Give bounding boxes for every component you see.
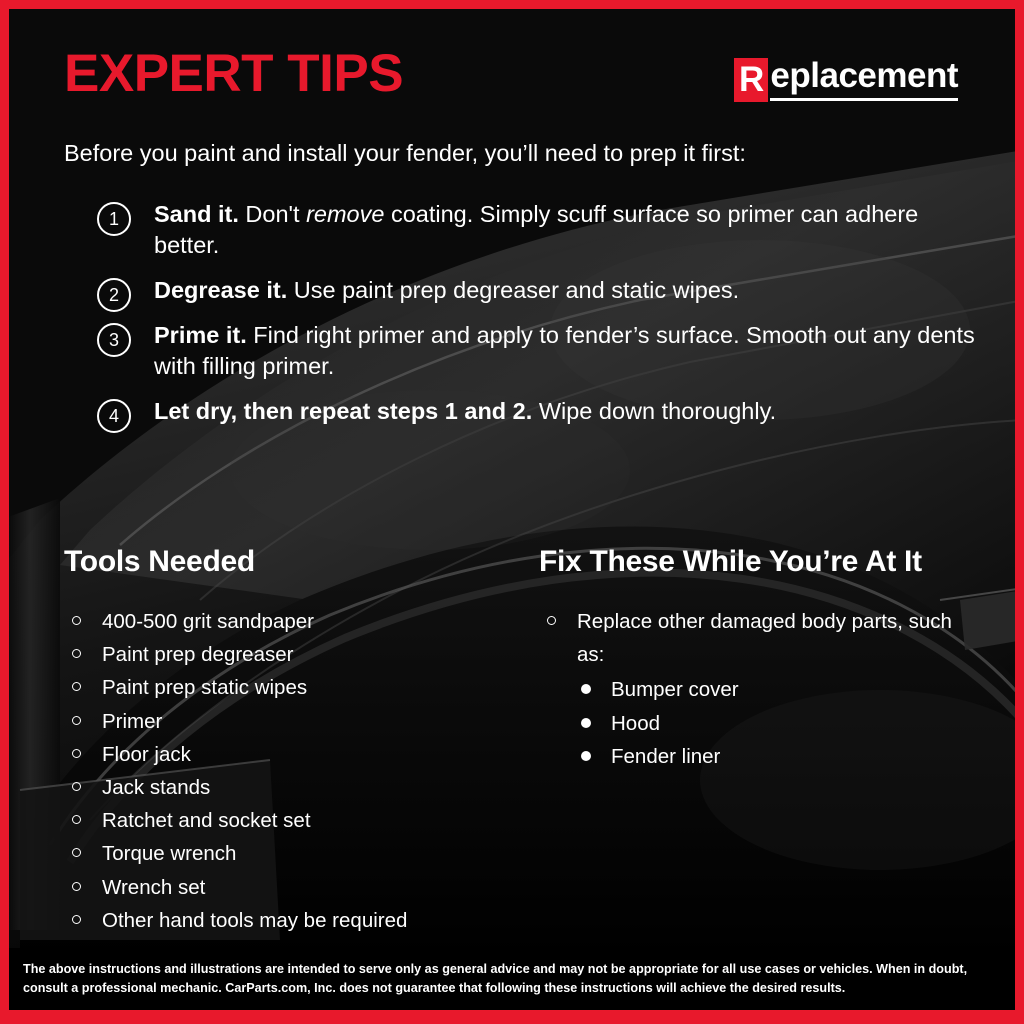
step-number: 1 xyxy=(97,202,131,236)
bullet-icon xyxy=(72,782,81,791)
step-text xyxy=(154,199,977,261)
list-item-label: Wrench set xyxy=(102,875,206,899)
tools-list xyxy=(64,605,539,937)
step-title: Let dry, then repeat steps 1 and 2. xyxy=(154,398,533,425)
list-item-label: Ratchet and socket set xyxy=(102,809,311,833)
frame-right-border xyxy=(1015,0,1024,1024)
list-item-label: Floor jack xyxy=(102,742,191,766)
tools-heading: Tools Needed xyxy=(64,545,255,578)
bullet-icon xyxy=(581,684,591,694)
list-item xyxy=(64,837,539,870)
list-item-label: Paint prep static wipes xyxy=(102,676,308,700)
logo-initial: R xyxy=(734,58,768,102)
list-item xyxy=(64,705,539,738)
list-item xyxy=(573,707,984,740)
step-text xyxy=(154,275,977,306)
step-title: Degrease it. xyxy=(154,277,288,304)
step-item xyxy=(97,275,977,306)
bullet-icon xyxy=(581,718,591,728)
bullet-icon xyxy=(72,649,81,658)
list-item-label: Paint prep degreaser xyxy=(102,643,294,667)
list-item xyxy=(64,904,539,937)
list-item-label: Jack stands xyxy=(102,776,211,800)
list-item xyxy=(573,673,984,706)
step-emphasis: remove xyxy=(306,201,385,227)
list-item-label: Hood xyxy=(611,711,661,735)
step-number: 3 xyxy=(97,323,131,357)
list-item xyxy=(64,605,539,638)
list-item-label: 400-500 grit sandpaper xyxy=(102,610,314,633)
disclaimer-text: The above instructions and illustrations are intended to serve only as general advice and may not be appropriate for all use cases or vehicles. When in doubt, consult a professional mechanic. CarParts.com, Inc. does not guarantee that following these instructions will achieve the desired results. xyxy=(23,962,968,996)
list-item xyxy=(64,671,539,704)
step-body-a: Wipe down thoroughly. xyxy=(532,398,777,425)
bullet-icon xyxy=(72,915,81,924)
bullet-icon xyxy=(72,815,81,824)
list-item-label: Replace other damaged body parts, such as: xyxy=(577,610,952,667)
step-item xyxy=(97,320,977,382)
bullet-icon xyxy=(72,882,81,891)
list-item xyxy=(64,871,539,904)
step-number: 2 xyxy=(97,278,131,312)
step-body-a: Use paint prep degreaser and static wipes. xyxy=(287,277,740,304)
step-item xyxy=(97,396,977,427)
frame-left-border xyxy=(0,0,9,1024)
step-text xyxy=(154,396,977,427)
fix-list xyxy=(539,605,984,671)
step-body-b: coating. Simply scuff surface so primer can adhere better. xyxy=(154,201,919,259)
list-item-label: Fender liner xyxy=(611,744,721,768)
step-text xyxy=(154,320,977,382)
bullet-icon xyxy=(72,682,81,691)
frame-bottom-border xyxy=(0,1010,1024,1024)
list-item xyxy=(573,740,984,773)
list-item xyxy=(64,771,539,804)
step-title: Sand it. xyxy=(154,201,239,227)
bullet-icon xyxy=(72,616,81,625)
steps-list xyxy=(97,199,977,441)
logo-wordmark: eplacement xyxy=(770,56,958,101)
list-item-label: Torque wrench xyxy=(102,842,237,866)
disclaimer-bar xyxy=(9,948,1015,1010)
list-item-label: Primer xyxy=(102,709,163,733)
bullet-icon xyxy=(547,616,556,625)
fix-column xyxy=(539,545,984,937)
intro-text: Before you paint and install your fender, you’ll need to prep it first: xyxy=(64,140,746,166)
fix-sub-list xyxy=(573,673,984,773)
bullet-icon xyxy=(72,848,81,857)
bullet-icon xyxy=(72,716,81,725)
list-item xyxy=(64,738,539,771)
step-body-a: Don't xyxy=(238,201,307,227)
step-title: Prime it. xyxy=(154,322,247,349)
page-title: EXPERT TIPS xyxy=(64,44,404,103)
fix-heading: Fix These While You’re At It xyxy=(539,545,922,578)
list-item-label: Bumper cover xyxy=(611,678,739,702)
bottom-columns xyxy=(64,545,984,937)
bullet-icon xyxy=(72,749,81,758)
list-item-label: Other hand tools may be required xyxy=(102,908,408,932)
list-item xyxy=(64,804,539,837)
tools-column xyxy=(64,545,539,937)
step-item xyxy=(97,199,977,261)
brand-logo xyxy=(734,54,958,101)
bullet-icon xyxy=(581,751,591,761)
step-number: 4 xyxy=(97,399,131,433)
frame-top-border xyxy=(0,0,1024,9)
step-body-a: Find right primer and apply to fender’s surface. Smooth out any dents with filling primer. xyxy=(154,322,975,380)
list-item xyxy=(539,605,984,671)
list-item xyxy=(64,638,539,671)
